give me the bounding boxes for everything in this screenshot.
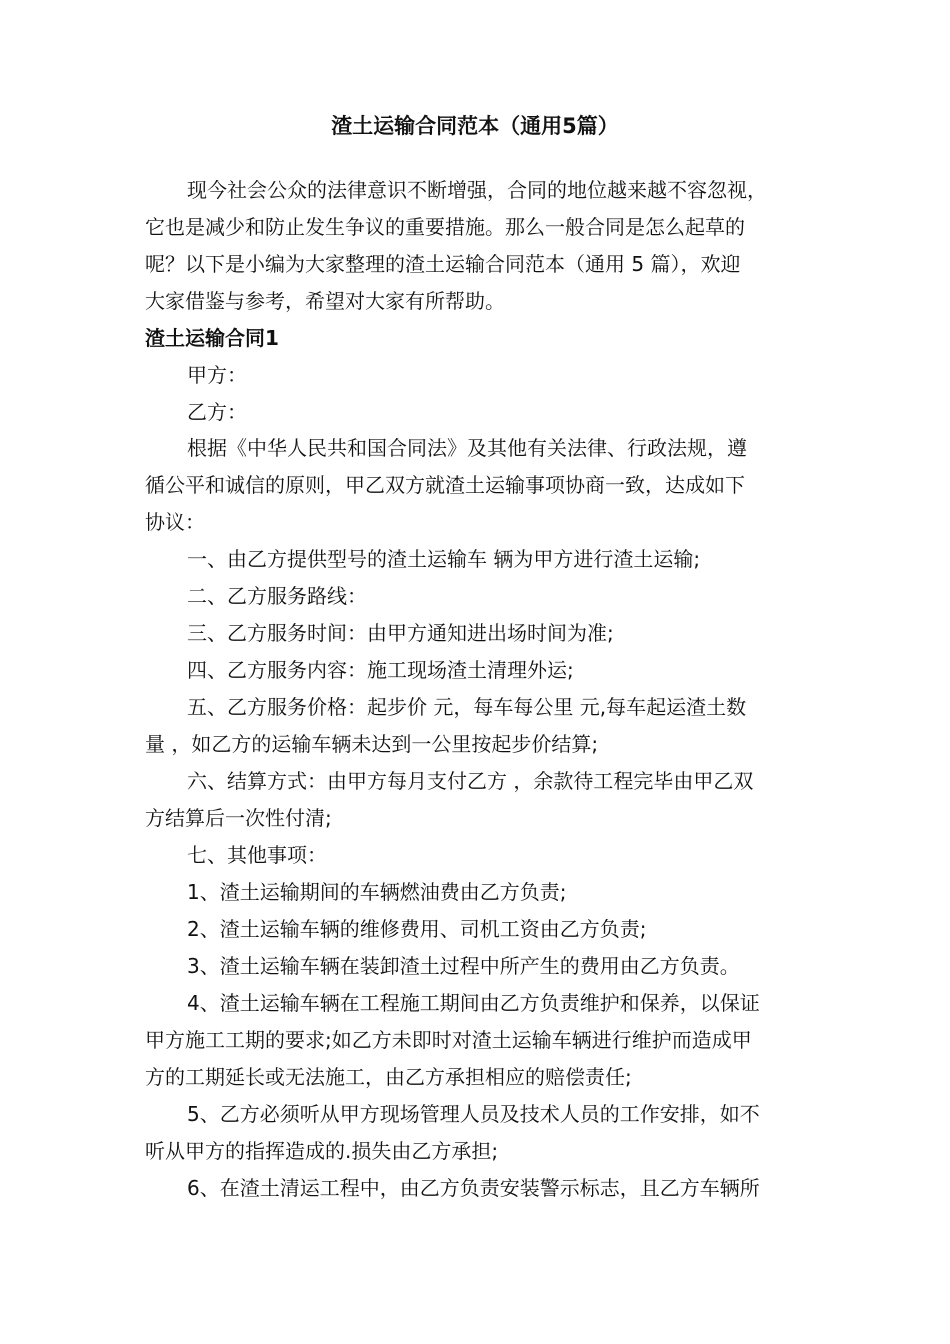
- clause-line: 一、由乙方提供型号的渣土运输车 辆为甲方进行渣土运输;: [187, 547, 701, 571]
- document-title: 渣土运输合同范本（通用5篇）: [331, 114, 619, 138]
- intro-line: 大家借鉴与参考，希望对大家有所帮助。: [145, 289, 505, 313]
- intro-line: 它也是减少和防止发生争议的重要措施。那么一般合同是怎么起草的: [145, 215, 745, 239]
- party-a-line: 甲方：: [187, 363, 247, 387]
- clause-line: 五、乙方服务价格：起步价 元，每车每公里 元,每车起运渣土数: [187, 695, 747, 719]
- item-line: 1、渣土运输期间的车辆燃油费由乙方负责;: [187, 880, 567, 904]
- intro-line: 呢？以下是小编为大家整理的渣土运输合同范本（通用 5 篇），欢迎: [145, 252, 741, 276]
- item-line: 5、乙方必须听从甲方现场管理人员及技术人员的工作安排，如不: [187, 1102, 760, 1126]
- party-b-line: 乙方：: [187, 400, 247, 424]
- clause-line: 二、乙方服务路线：: [187, 584, 367, 608]
- body-line: 协议：: [145, 510, 205, 534]
- item-line: 甲方施工工期的要求;如乙方未即时对渣土运输车辆进行维护而造成甲: [145, 1028, 752, 1052]
- body-line: 循公平和诚信的原则，甲乙双方就渣土运输事项协商一致，达成如下: [145, 473, 745, 497]
- clause-line: 四、乙方服务内容：施工现场渣土清理外运;: [187, 658, 574, 682]
- clause-line: 七、其他事项：: [187, 843, 327, 867]
- item-line: 3、渣土运输车辆在装卸渣土过程中所产生的费用由乙方负责。: [187, 954, 740, 978]
- section-heading: 渣土运输合同1: [145, 326, 279, 350]
- item-line: 听从甲方的指挥造成的.损失由乙方承担;: [145, 1139, 499, 1163]
- item-line: 6、在渣土清运工程中，由乙方负责安装警示标志，且乙方车辆所: [187, 1176, 760, 1200]
- clause-line: 量 ，如乙方的运输车辆未达到一公里按起步价结算;: [145, 732, 599, 756]
- intro-line: 现今社会公众的法律意识不断增强，合同的地位越来越不容忽视，: [187, 178, 767, 202]
- clause-line: 三、乙方服务时间：由甲方通知进出场时间为准;: [187, 621, 614, 645]
- body-line: 根据《中华人民共和国合同法》及其他有关法律、行政法规，遵: [187, 436, 747, 460]
- clause-line: 方结算后一次性付清;: [145, 806, 332, 830]
- item-line: 2、渣土运输车辆的维修费用、司机工资由乙方负责;: [187, 917, 647, 941]
- item-line: 4、渣土运输车辆在工程施工期间由乙方负责维护和保养，以保证: [187, 991, 760, 1015]
- clause-line: 六、结算方式：由甲方每月支付乙方 ，余款待工程完毕由甲乙双: [187, 769, 754, 793]
- item-line: 方的工期延长或无法施工，由乙方承担相应的赔偿责任;: [145, 1065, 632, 1089]
